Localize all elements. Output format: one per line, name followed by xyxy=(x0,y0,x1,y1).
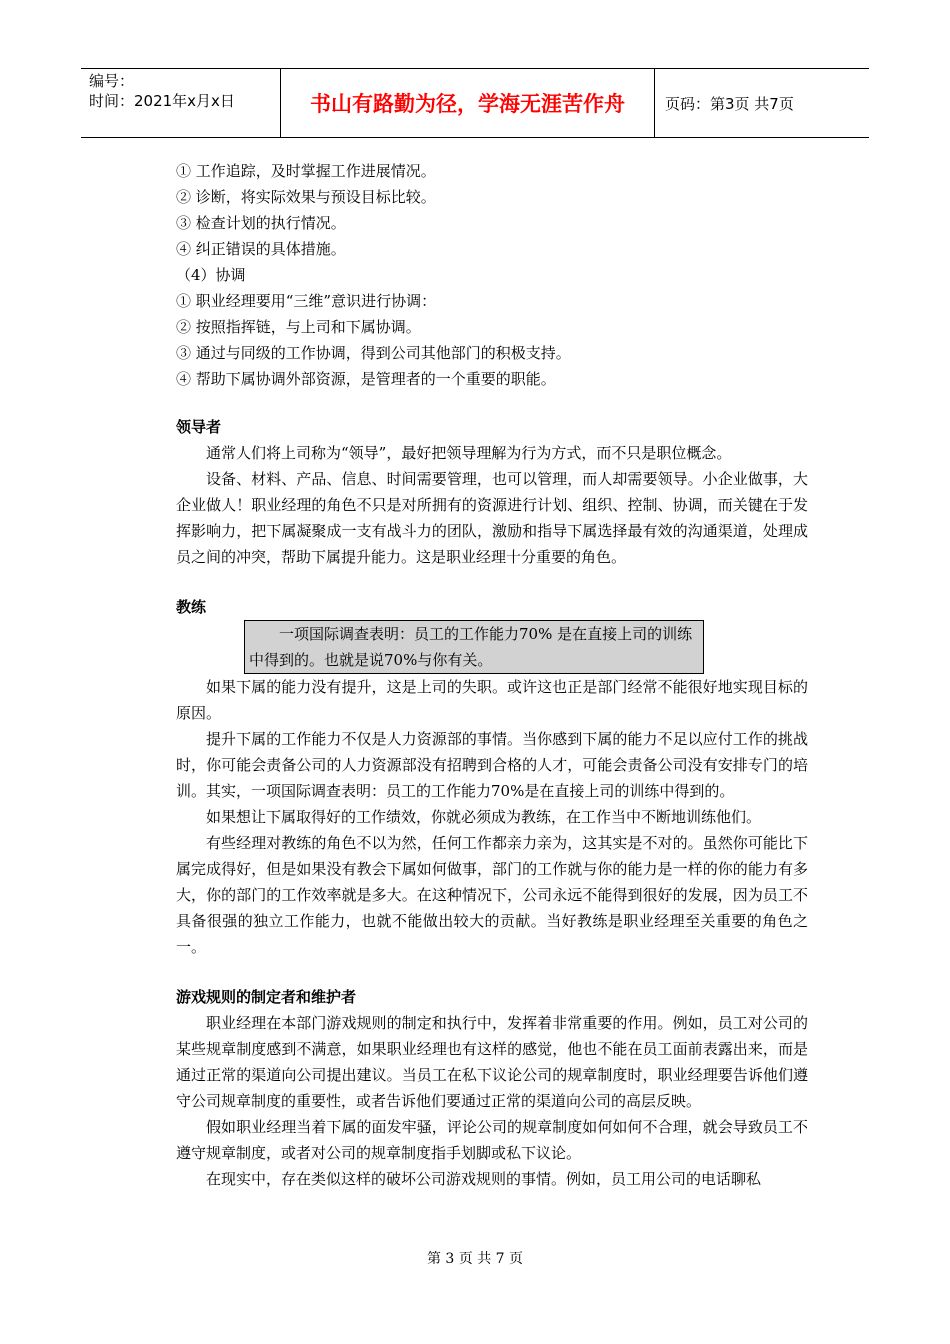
paragraph: 通常人们将上司称为“领导”，最好把领导理解为行为方式，而不只是职位概念。 xyxy=(206,444,732,462)
paragraph: 假如职业经理当着下属的面发牢骚，评论公司的规章制度如何如何不合理，就会导致员工不遵守规章制度，或者对公司的规章制度指手划脚或私下议论。 xyxy=(176,1118,808,1162)
header-number-label: 编号： xyxy=(89,72,135,90)
paragraph: 提升下属的工作能力不仅是人力资源部的事情。当你感到下属的能力不足以应付工作的挑战时，你可能会责备公司的人力资源部没有招聘到合格的人才，可能会责备公司没有安排专门的培训。其实，一项国际调查表明：员工的工作能力70%是在直接上司的训练中得到的。 xyxy=(176,730,808,800)
list-item: ④ 纠正错误的具体措施。 xyxy=(176,240,346,258)
header-meta xyxy=(81,69,281,137)
document-body xyxy=(176,158,808,1192)
list-item: ④ 帮助下属协调外部资源，是管理者的一个重要的职能。 xyxy=(176,370,556,388)
callout-text: 一项国际调查表明：员工的工作能力70% 是在直接上司的训练中得到的。也就是说70%与你有关。 xyxy=(249,625,693,669)
list-item: ③ 通过与同级的工作协调，得到公司其他部门的积极支持。 xyxy=(176,344,571,362)
section-title-leader: 领导者 xyxy=(176,418,222,436)
section-title-coach: 教练 xyxy=(176,598,207,616)
list-item: ① 职业经理要用“三维”意识进行协调： xyxy=(176,292,437,310)
list-item: ③ 检查计划的执行情况。 xyxy=(176,214,346,232)
header-date-label: 时间：2021年x月x日 xyxy=(89,92,235,110)
section-title-rules: 游戏规则的制定者和维护者 xyxy=(176,988,357,1006)
header-motto: 书山有路勤为径，学海无涯苦作舟 xyxy=(281,69,655,137)
paragraph: 在现实中，存在类似这样的破坏公司游戏规则的事情。例如，员工用公司的电话聊私 xyxy=(206,1170,762,1188)
page-header xyxy=(81,68,869,138)
paragraph: 有些经理对教练的角色不以为然，任何工作都亲力亲为，这其实是不对的。虽然你可能比下属完成得好，但是如果没有教会下属如何做事，部门的工作就与你的能力是一样的你的能力有多大，你的部门的工作效率就是多大。在这种情况下，公司永远不能得到很好的发展，因为员工不具备很强的独立工作能力，也就不能做出较大的贡献。当好教练是职业经理至关重要的角色之一。 xyxy=(176,834,808,956)
paragraph: 设备、材料、产品、信息、时间需要管理，也可以管理，而人却需要领导。小企业做事，大企业做人！职业经理的角色不只是对所拥有的资源进行计划、组织、控制、协调，而关键在于发挥影响力，把下属凝聚成一支有战斗力的团队，激励和指导下属选择最有效的沟通渠道，处理成员之间的冲突，帮助下属提升能力。这是职业经理十分重要的角色。 xyxy=(176,470,808,566)
callout-box xyxy=(244,620,704,674)
paragraph: 如果想让下属取得好的工作绩效，你就必须成为教练，在工作当中不断地训练他们。 xyxy=(206,808,762,826)
list-item: ② 诊断，将实际效果与预设目标比较。 xyxy=(176,188,436,206)
list-item: ② 按照指挥链，与上司和下属协调。 xyxy=(176,318,421,336)
paragraph: 如果下属的能力没有提升，这是上司的失职。或许这也正是部门经常不能很好地实现目标的原因。 xyxy=(176,678,808,722)
list-item: ① 工作追踪，及时掌握工作进展情况。 xyxy=(176,162,436,180)
header-page-label: 页码：第3页 共7页 xyxy=(665,94,794,113)
paragraph: 职业经理在本部门游戏规则的制定和执行中，发挥着非常重要的作用。例如，员工对公司的某些规章制度感到不满意，如果职业经理也有这样的感觉，他也不能在员工面前表露出来，而是通过正常的渠道向公司提出建议。当员工在私下议论公司的规章制度时，职业经理要告诉他们遵守公司规章制度的重要性，或者告诉他们要通过正常的渠道向公司的高层反映。 xyxy=(176,1014,808,1110)
subsection-heading: （4）协调 xyxy=(176,266,246,284)
page-footer: 第 3 页 共 7 页 xyxy=(426,1251,524,1267)
